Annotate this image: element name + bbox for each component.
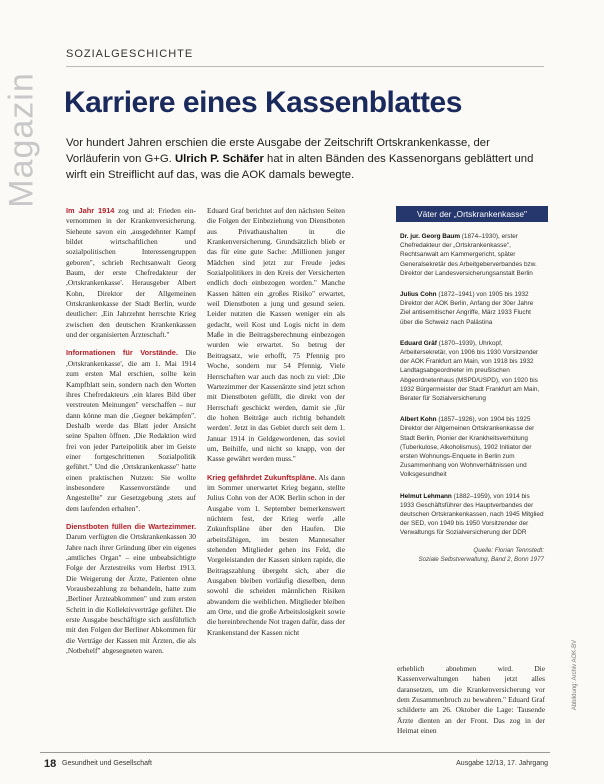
entry-text: (1857–1926), von 1904 bis 1925 Direktor der Allgemeinen Ortskrankenkasse der Stadt Berlin, Pionier der Krankheitsverhütung (Tuberkulose, Alkoholismus), 1902 Initiator der ersten Wohnungs-Enquete in Berlin zum Zusammenhang von Wohnverhältnissen und Volksgesundheit xyxy=(400,416,535,479)
text-column-3 xyxy=(397,664,545,736)
sidebar-entry xyxy=(400,492,544,538)
text-column-2 xyxy=(207,206,345,638)
sidebar-source xyxy=(418,546,544,564)
issue-info: Ausgabe 12/13, 17. Jahrgang xyxy=(456,760,548,767)
entry-name: Eduard Gräf xyxy=(400,339,437,347)
col1-para-2 xyxy=(66,348,196,514)
intro-after: hat in alten Bänden des Kassenorgans geblättert und wirft ein Streiflicht auf das, was die AOK damals bewegte. xyxy=(66,153,534,181)
col1-text-3: Darum verfügten die Ortskrankenkassen 30 Jahre nach ihrer Gründung über ein eigenes ,amtliches Organ" – eine unbeabsichtigte Folge der Ärztestreiks vom Herbst 1913. Die Weigerung der Ärzte, Patienten ohne Vorausbezahlung zu behandeln, hatte zum ,Berliner Ärzteabkommen" und zum ersten Schritt in die Kollektivverträge geführt. Die erste Ausgabe beschäftigte sich ausführlich mit den Folgen der Berliner Abkommen für die Verträge der Kassen mit Ärzten, die als ,Notbehelf" abgesegneten waren. xyxy=(66,532,196,656)
entry-text: (1870–1939), Uhrkopf, Arbeitersekretär, von 1906 bis 1930 Vorsitzender der AOK Frankfurt am Main, von 1918 bis 1932 Landtagsabgeordneter im preußischen Abgeordnetenhaus (MSPD/USPD), von 1920 bis 1932 Bürgermeister der Stadt Frankfurt am Main, Berater für Sozialversicherung xyxy=(400,339,540,403)
col1-para-3 xyxy=(66,522,196,656)
col2-para-1 xyxy=(207,206,345,465)
sidebar-entry xyxy=(400,415,544,479)
entry-name: Helmut Lehmann xyxy=(400,492,452,500)
source-line-1: Quelle: Florian Tennstedt: xyxy=(473,547,544,554)
publication-name: Gesundheit und Gesellschaft xyxy=(62,760,152,767)
sidebar-entry xyxy=(400,232,544,278)
col2-highlight-2: Krieg gefährdet Zukunftspläne. xyxy=(207,472,317,482)
col2-text-2: Als dann im Sommer unerwartet Krieg begann, stellte Julius Cohn von der AOK Berlin schon in der Ausgabe vom 1. September bemerkenswert nüchtern fest, der Krieg werfe ,alle Zukunftspläne über den Haufen. Die arbeitsfähigen, im besten Mannesalter stehenden Mitglieder gehen ins Feld, die Vorgeleistanden der Kassen sinken rapide, die Beitragszahlung übergeht sich, aber die Ausgaben bleiben vorläufig dieselben, denn sowohl die scheiden männlichen Risiken abwandern die weiblichen. Mitglieder bleiben am Orte, und die große Arbeitslosigkeit sowie die hereinbrechende Not tragen dafür, dass der Krankenstand der Kassen nicht xyxy=(207,472,346,637)
col1-highlight-2: Informationen für Vorstände. xyxy=(66,348,178,358)
col1-text-1: zog und al: Frieden ein-vernommen in der Krankenversicherung. Sieheute savon ein ,ausgedehnter Kampf bildet wirtschaftlichen und sozialpolitischen Interessengruppen geboren", schrieb Rechtsanwalt Georg Baum, der erste Chefredakteur der ,Ortskrankenkasse'. Herausgeber Albert Kohn, Direktor der Allgemeinen Ortskrankenkasse der Stadt Berlin, wurde deutlicher: ,Ein Jahrzehnt herrschte Krieg zwischen den deutschen Krankenkassen und der organisierten Ärzteschaft." xyxy=(66,206,196,340)
text-column-1 xyxy=(66,206,196,656)
entry-name: Dr. jur. Georg Baum xyxy=(400,233,461,240)
section-label: SOZIALGESCHICHTE xyxy=(66,48,194,60)
entry-text: (1872–1941) von 1905 bis 1932 Direktor der AOK Berlin, Anfang der 30er Jahre Ziel antisemitischer Angriffe, März 1933 Flucht über die Schweiz nach Palästina xyxy=(400,291,534,326)
intro-author: Ulrich P. Schäfer xyxy=(174,153,264,165)
col1-text-2: Die ,Ortskrankenkasse', die am 1. Mai 1914 zum ersten Mal erschien, sollte kein Kampfblatt sein, sondern nach den Worten ihres Chefredakteurs ,ein klares Bild über verstreuten Meinungen" verschaffen – nur dann könne man die ,Gegner bekämpfen". Deshalb werde das Blatt jeder Ansicht seine Spalten öffnen. ,Die Redaktion wird frei von jeder Parteipolitik aber im Geiste einer fortgeschrittenen Sozialpolitik geführt." Und die ,Ortskrankenkasse" hatte einen praktischen Nutzen: Sie wollte insbesondere Kassenvorstände und Angestellte" zur Gesetzgebung ,stets auf dem laufenden erhalten". xyxy=(66,348,196,513)
sidebar-entry xyxy=(400,290,544,327)
col2-para-2 xyxy=(207,473,345,639)
col1-para-1 xyxy=(66,206,196,340)
top-rule xyxy=(66,66,544,67)
col2-text-1: Eduard Graf berichtet auf den nächsten Seiten die Folgen der Einbeziehung von Dienstboten aus Privathaushalten in die Krankenversicherung. Grundsätzlich blieb er das für eine gute Sache: ,Millionen junger Mädchen sind jetzt zur Freude jedes Sozialpolitikers in den Kreis der Versicherten endlich doch einbezogen worden." Manche Kassen hätten ein ,großes Risiko" erwartet, weil Dienstboten a jung und gesund seien. Leider nutzten die Kassen weniger ein als gedacht, weil Kost und Logis nicht in dem Maße in die Beitragsberechnung einbezogen wurden wie erwartet. So betrug der Beitragsatz, wie erhofft, 75 Pfennig pro Woche, sondern nur 54 Pfennig. Viele Herrschaften war auch das noch zu viel: ,Die Wartezimmer der Kassenärzte sind jetzt schon mit Dienstboten gefüllt, die direkt von der Herrschaft geschickt werden, damit sie ,für die hohen Beiträge auch richtig behandelt werden'. Jetzt in das Gebiet durch seit dem 1. Januar 1914 in Geldgewordenen, das soviel um, Beihilfe, und nicht so knapp, von der Kasse gewährt werden muss." xyxy=(207,206,345,464)
intro-before: Vor hundert Jahren erschien die erste Ausgabe der Zeitschrift Ortskrankenkasse, der Vorläuferin von G+G. xyxy=(66,137,490,165)
magazin-side-label: Magazin xyxy=(2,72,41,208)
col1-highlight-3: Dienstboten füllen die Wartezimmer. xyxy=(66,521,196,531)
col3-para: erheblich abnehmen wird. Die Kassenverwaltungen haben jetzt alles daransetzen, um die Krankenversicherung vor dem Zusammenbruch zu bewahren." Eduard Graf schilderte am 26. Oktober die Lage: Tausende Ärzte dienten an der Front. Das zog in der Heimat einen xyxy=(397,664,545,736)
sidebar-entry xyxy=(400,339,544,403)
col1-highlight-1: Im Jahr 1914 xyxy=(66,206,115,215)
sidebar-box-body xyxy=(400,232,544,550)
entry-name: Albert Kohn xyxy=(400,416,437,424)
entry-name: Julius Cohn xyxy=(400,291,437,299)
entry-text: (1882–1959), von 1914 bis 1933 Geschäftsführer des Hauptverbandes der deutschen Ortskrankenkassen, nach 1945 Mitglied der SED, von 1949 bis 1950 Vorsitzender der Verwaltungs für Sozialversicherung der DDR xyxy=(400,492,544,537)
source-line-2: Soziale Selbstverwaltung, Band 2, Bonn 1977 xyxy=(418,556,544,563)
article-intro xyxy=(66,135,546,183)
entry-text: (1874–1930), erster Chefredakteur der „Ortskrankenkasse", Rechtsanwalt am Kammergericht, später Generalsekretär des Arbeitgeberverbandes bzw. Direktor der Landesversicherungsanstalt Berlin xyxy=(400,233,537,277)
image-credit: Abbildung: Archiv AOK-BV xyxy=(572,639,578,711)
sidebar-box-authors xyxy=(396,206,548,580)
article-title: Karriere eines Kassenblattes xyxy=(64,86,462,119)
footer-rule xyxy=(40,752,550,753)
sidebar-box-header: Väter der „Ortskrankenkasse" xyxy=(396,206,548,222)
page-number: 18 xyxy=(44,758,57,770)
